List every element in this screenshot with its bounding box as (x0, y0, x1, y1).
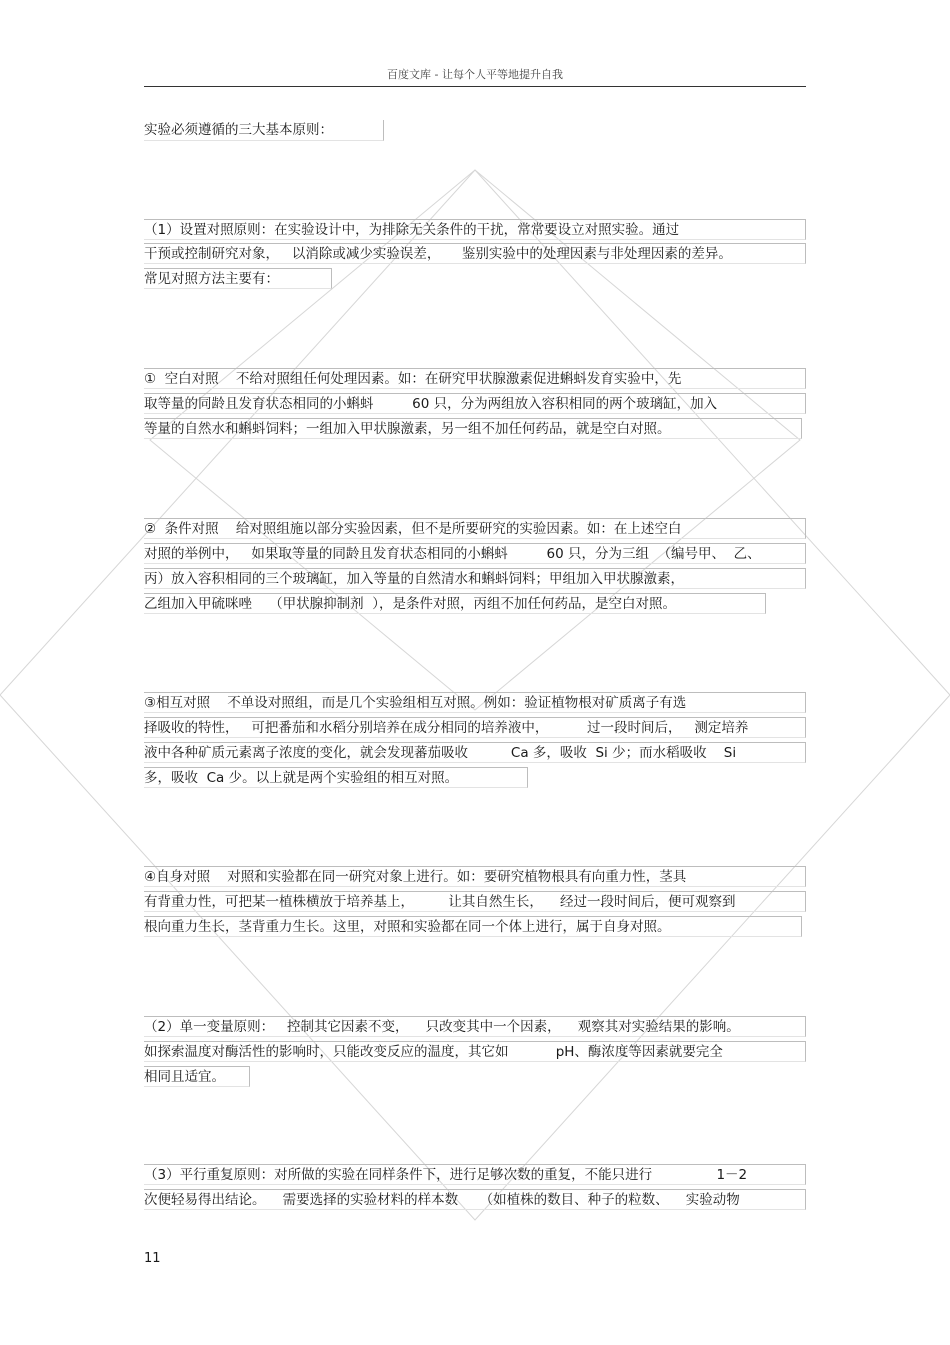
conditional-control-line-4: 乙组加入甲硫咪唑 （甲状腺抑制剂 ），是条件对照，丙组不加任何药品，是空白对照。 (144, 593, 766, 614)
self-control-line-2: 有背重力性，可把某一植株横放于培养基上， 让其自然生长， 经过一段时间后，便可观察到 (144, 891, 806, 912)
self-control-line-1: ④自身对照 对照和实验都在同一研究对象上进行。如：要研究植物根具有向重力性，茎具 (144, 866, 806, 887)
conditional-control-line-2: 对照的举例中， 如果取等量的同龄且发育状态相同的小蝌蚪 60 只，分为三组 （编号甲、 乙、 (144, 543, 806, 564)
principle-1-line-2: 干预或控制研究对象， 以消除或减少实验误差， 鉴别实验中的处理因素与非处理因素的差异。 (144, 243, 806, 264)
mutual-control-line-1: ③相互对照 不单设对照组，而是几个实验组相互对照。例如：验证植物根对矿质离子有选 (144, 692, 806, 713)
conditional-control-line-1: ② 条件对照 给对照组施以部分实验因素，但不是所要研究的实验因素。如：在上述空白 (144, 518, 806, 539)
conditional-control-line-3: 丙）放入容积相同的三个玻璃缸，加入等量的自然清水和蝌蚪饲料；甲组加入甲状腺激素， (144, 568, 806, 589)
principle-2-line-1: （2）单一变量原则： 控制其它因素不变， 只改变其中一个因素， 观察其对实验结果的影响。 (144, 1016, 806, 1037)
principle-3-line-2: 次便轻易得出结论。 需要选择的实验材料的样本数 （如植株的数目、种子的粒数、 实验动物 (144, 1189, 806, 1210)
page-number: 11 (144, 1251, 161, 1266)
blank-control-line-3: 等量的自然水和蝌蚪饲料；一组加入甲状腺激素，另一组不加任何药品，就是空白对照。 (144, 418, 802, 439)
mutual-control-line-4: 多，吸收 Ca 少。以上就是两个实验组的相互对照。 (144, 767, 528, 788)
mutual-control-line-2: 择吸收的特性， 可把番茄和水稻分别培养在成分相同的培养液中， 过一段时间后， 测定培养 (144, 717, 806, 738)
intro-heading: 实验必须遵循的三大基本原则： (144, 120, 384, 141)
blank-control-line-1: ① 空白对照 不给对照组任何处理因素。如：在研究甲状腺激素促进蝌蚪发育实验中，先 (144, 368, 806, 389)
principle-1-line-1: （1）设置对照原则：在实验设计中，为排除无关条件的干扰，常常要设立对照实验。通过 (144, 219, 806, 240)
principle-2-line-2: 如探索温度对酶活性的影响时，只能改变反应的温度，其它如 pH、酶浓度等因素就要完全 (144, 1041, 806, 1062)
principle-3-line-1: （3）平行重复原则：对所做的实验在同样条件下，进行足够次数的重复，不能只进行 1－2 (144, 1164, 806, 1185)
self-control-line-3: 根向重力生长，茎背重力生长。这里，对照和实验都在同一个体上进行，属于自身对照。 (144, 916, 802, 937)
principle-1-line-3: 常见对照方法主要有： (144, 268, 332, 289)
principle-2-line-3: 相同且适宜。 (144, 1066, 250, 1087)
page-header: 百度文库 - 让每个人平等地提升自我 (144, 66, 806, 87)
blank-control-line-2: 取等量的同龄且发育状态相同的小蝌蚪 60 只，分为两组放入容积相同的两个玻璃缸，加入 (144, 393, 806, 414)
mutual-control-line-3: 液中各种矿质元素离子浓度的变化，就会发现蕃茄吸收 Ca 多，吸收 Si 少；而水稻吸收 Si (144, 742, 806, 763)
